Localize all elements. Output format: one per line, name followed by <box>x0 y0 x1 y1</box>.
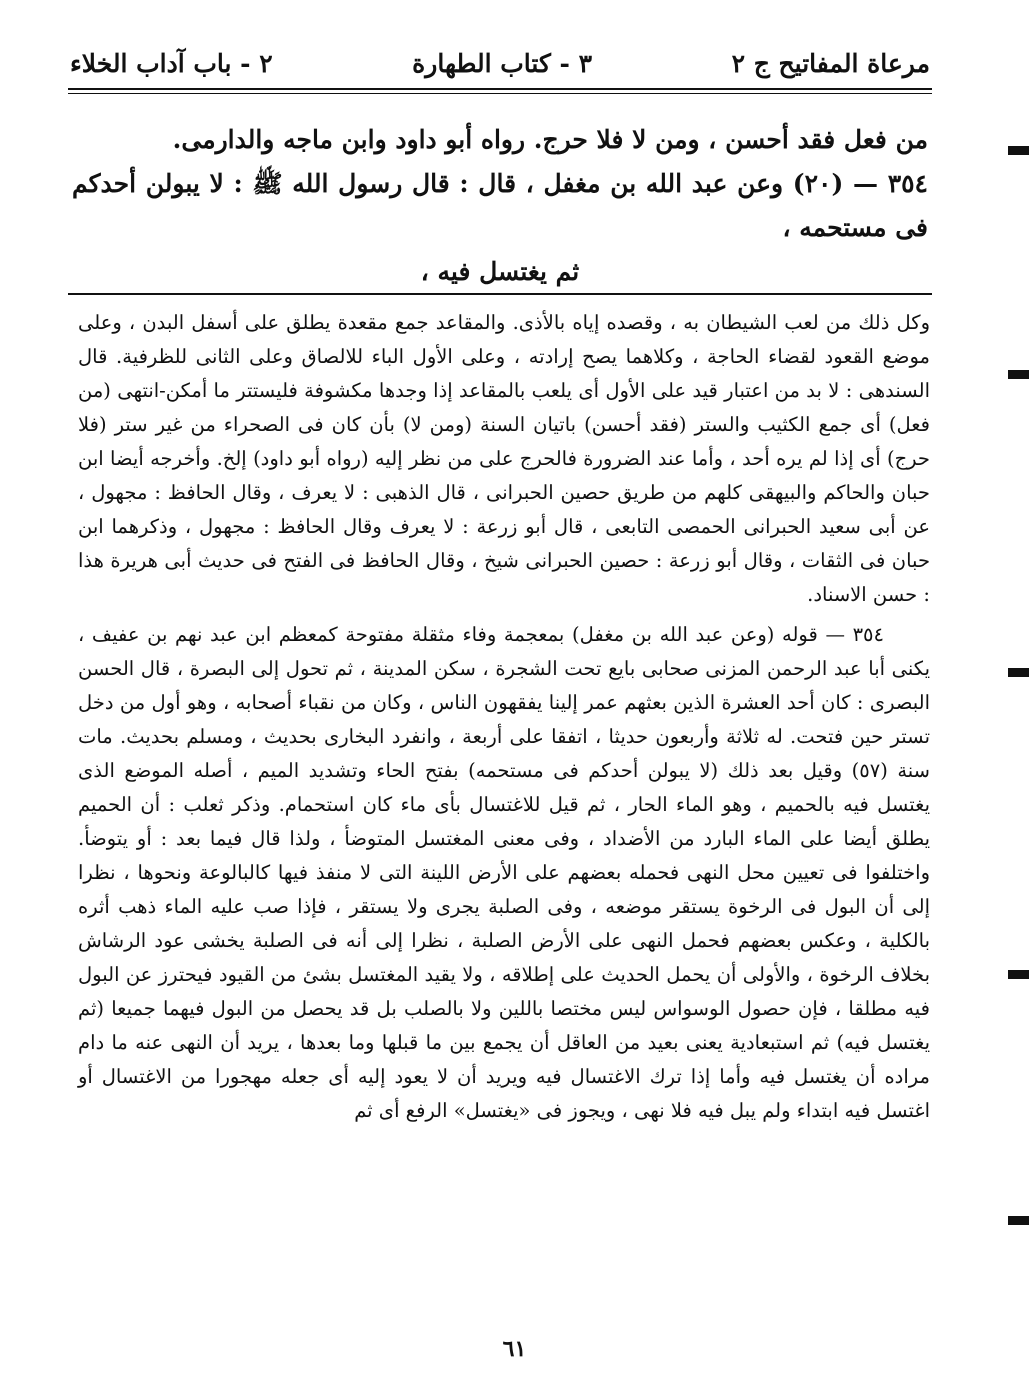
hadith-text: ٣٥٤ — (٢٠) وعن عبد الله بن مغفل ، قال : قال رسول الله ﷺ : لا يبولن أحدكم فى مستحمه ، <box>72 169 928 242</box>
book-title: مرعاة المفاتيح ج ٢ <box>731 48 930 78</box>
commentary <box>78 306 930 1128</box>
scan-edge-mark <box>1008 370 1029 379</box>
header-rule-thick <box>68 88 932 90</box>
matn-line: من فعل فقد أحسن ، ومن لا فلا حرج. رواه أبو داود وابن ماجه والدارمى. <box>172 125 928 154</box>
page-number: ٦١ <box>502 1336 527 1362</box>
scan-edge-mark <box>1008 1216 1029 1225</box>
main-text <box>72 118 928 294</box>
chapter-title: ٣ - كتاب الطهارة <box>412 48 593 78</box>
header-rule-thin <box>68 93 932 94</box>
section-title: ٢ - باب آداب الخلاء <box>70 48 273 78</box>
hadith-end: ثم يغتسل فيه ، <box>420 257 580 286</box>
scan-edge-mark <box>1008 668 1029 677</box>
running-head <box>70 38 930 88</box>
separator-rule <box>68 293 932 295</box>
commentary-paragraph-1: وكل ذلك من لعب الشيطان به ، وقصده إياه بالأذى. والمقاعد جمع مقعدة يطلق على أسفل البدن ، وعلى موضع القعود لقضاء الحاجة ، وكلاهما يصح إرادته ، وعلى الأول الباء للالصاق وعلى الثانى للظرفية. قال السندهى : لا بد من اعتبار قيد على الأول أى يلعب بالمقاعد إذا وجدها مكشوفة فليستتر ما أمكن-انتهى (من فعل) أى جمع الكثيب والستر (فقد أحسن) باتيان السنة (ومن لا) بأن كان فى الصحراء من غير ستر (فلا حرج) أى إذا لم يره أحد ، وأما عند الضرورة فالحرج على من نظر إليه (رواه أبو داود) إلخ. وأخرجه أيضا ابن حبان والحاكم والبيهقى كلهم من طريق حصين الحبرانى ، قال الذهبى : لا يعرف ، وقال الحافظ : مجهول ، عن أبى سعيد الحبرانى الحمصى التابعى ، قال أبو زرعة : لا يعرف وقال الحافظ : مجهول ، وذكرهما ابن حبان فى الثقات ، وقال أبو زرعة : حصين الحبرانى شيخ ، وقال الحافظ فى الفتح فى حديث أبى هريرة هذا : حسن الاسناد. <box>78 311 930 606</box>
scan-edge-mark <box>1008 146 1029 155</box>
commentary-paragraph-2: ٣٥٤ — قوله (وعن عبد الله بن مغفل) بمعجمة وفاء مثقلة مفتوحة كمعظم ابن عبد نهم بن عفيف ، يكنى أبا عبد الرحمن المزنى صحابى بايع تحت الشجرة ، سكن المدينة ، ثم تحول إلى البصرة ، قال الحسن البصرى : كان أحد العشرة الذين بعثهم عمر إلينا يفقهون الناس ، وكان من نقباء أصحابه ، وهو أول من دخل تستر حين فتحت. له ثلاثة وأربعون حديثا ، اتفقا على أربعة ، وانفرد البخارى بحديث ، ومسلم بحديث. مات سنة (٥٧) وقيل بعد ذلك (لا يبولن أحدكم فى مستحمه) بفتح الحاء وتشديد الميم ، أصله الموضع الذى يغتسل فيه بالحميم ، وهو الماء الحار ، ثم قيل للاغتسال بأى ماء كان استحمام. وذكر ثعلب : أن الحميم يطلق أيضا على الماء البارد من الأضداد ، وفى معنى المغتسل المتوضأ ، ولذا قال فيما بعد : أو يتوضأ. واختلفوا فى تعيين محل النهى فحمله بعضهم على الأرض اللينة التى لا منفذ فيها كالبالوعة ونحوها ، نظرا إلى أن البول فى الرخوة يستقر موضعه ، وفى الصلبة يجرى ولا يستقر ، فإذا صب عليه الماء ذهب أثره بالكلية ، وعكس بعضهم فحمل النهى على الأرض الصلبة ، نظرا إلى أنه فى الصلبة يخشى عود الرشاش بخلاف الرخوة ، والأولى أن يحمل الحديث على إطلاقه ، ولا يقيد المغتسل بشئ من القيود فيحترز عن البول فيه مطلقا ، فإن حصول الوسواس ليس مختصا باللين ولا بالصلب بل قد يحصل من البول فيهما جميعا (ثم يغتسل فيه) ثم استبعادية يعنى بعيد من العاقل أن يجمع بين ما قبلها وما بعدها ، يريد أن النهى عنه ما دام مراده أن يغتسل فيه وأما إذا ترك الاغتسال فيه ويريد أن لا يعود إليه أى جعله مهجورا من الاغتسال أو اغتسل فيه ابتداء ولم يبل فيه فلا نهى ، ويجوز فى «يغتسل» الرفع أى ثم <box>78 623 930 1122</box>
scan-edge-mark <box>1008 970 1029 979</box>
